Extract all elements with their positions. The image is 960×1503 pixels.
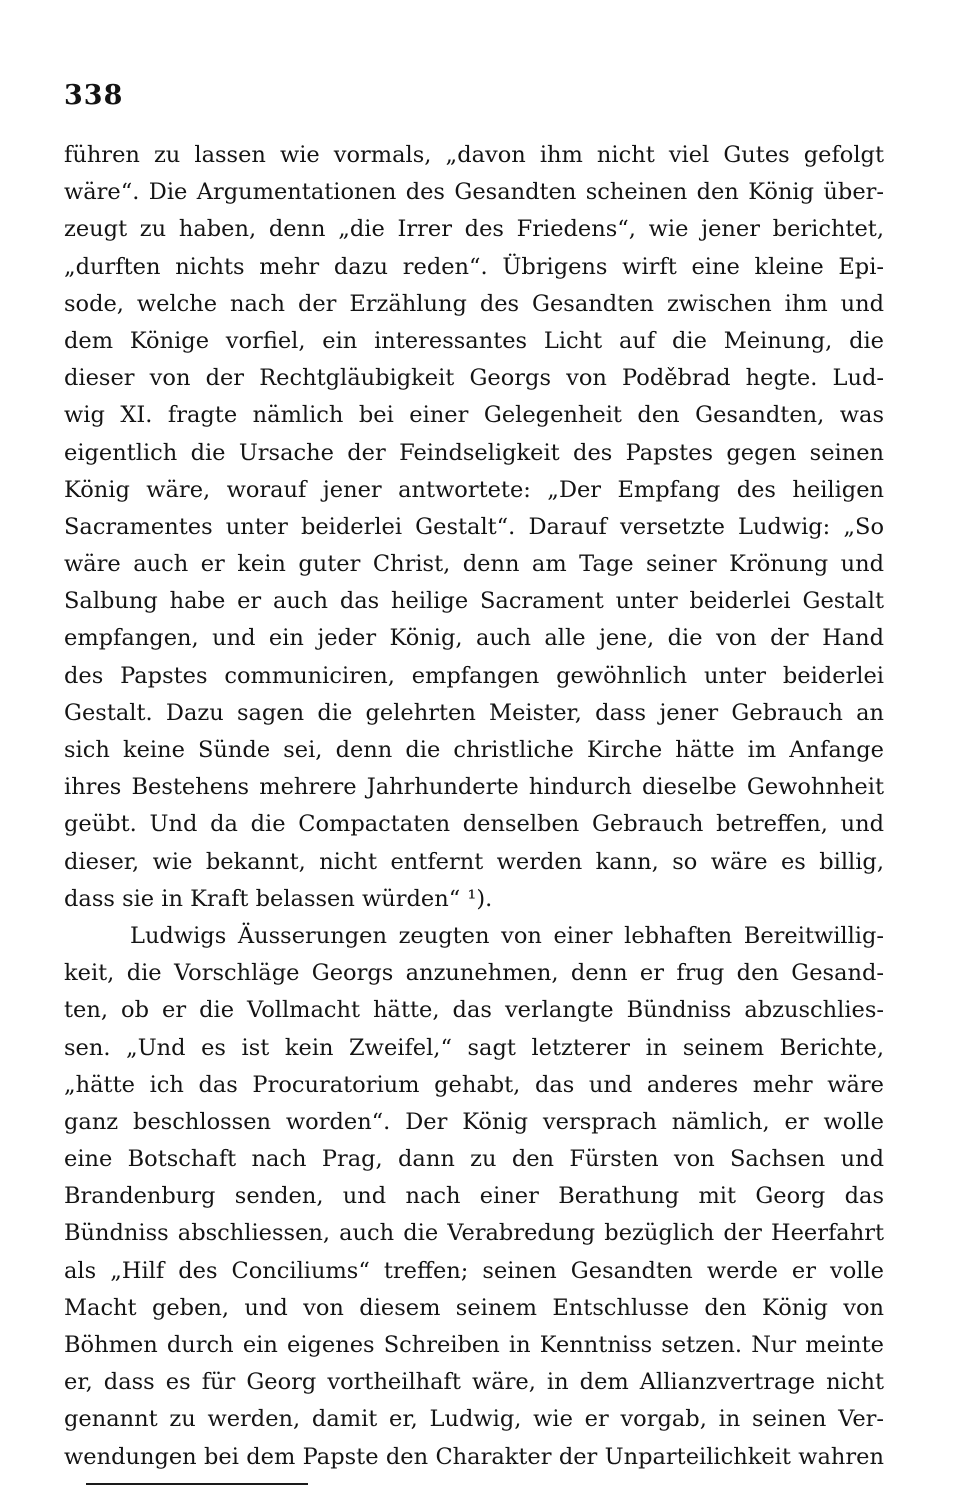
text-line: eigentlich die Ursache der Feindseligkeit des Papstes gegen seinen: [64, 439, 884, 466]
text-line: zeugt zu haben, denn „die Irrer des Friedens“, wie jener berichtet,: [64, 216, 884, 243]
text-line: wäre“. Die Argumentationen des Gesandten scheinen den König über-: [64, 179, 884, 206]
text-line: als „Hilf des Conciliums“ treffen; seinen Gesandten werde er volle: [64, 1257, 884, 1284]
text-line: dem Könige vorfiel, ein interessantes Licht auf die Meinung, die: [64, 327, 884, 354]
footnote-rule: [86, 1483, 308, 1485]
text-line: König wäre, worauf jener antwortete: „Der Empfang des heiligen: [64, 476, 884, 503]
text-line: Bündniss abschliessen, auch die Verabredung bezüglich der Heerfahrt: [64, 1220, 884, 1247]
text-line: genannt zu werden, damit er, Ludwig, wie er vorgab, in seinen Ver-: [64, 1406, 884, 1433]
text-line: dieser, wie bekannt, nicht entfernt werden kann, so wäre es billig,: [64, 848, 884, 875]
text-line: eine Botschaft nach Prag, dann zu den Fürsten von Sachsen und: [64, 1146, 884, 1173]
text-line: sen. „Und es ist kein Zweifel,“ sagt letzterer in seinem Berichte,: [64, 1034, 884, 1061]
text-line: ganz beschlossen worden“. Der König versprach nämlich, er wolle: [64, 1108, 884, 1135]
text-line: sich keine Sünde sei, denn die christliche Kirche hätte im Anfange: [64, 737, 884, 763]
text-line: Salbung habe er auch das heilige Sacrament unter beiderlei Gestalt: [64, 588, 884, 615]
text-line: führen zu lassen wie vormals, „davon ihm nicht viel Gutes gefolgt: [64, 142, 884, 168]
text-line: dass sie in Kraft belassen würden“ ¹).: [64, 885, 493, 912]
text-line: ihres Bestehens mehrere Jahrhunderte hindurch dieselbe Gewohnheit: [64, 774, 884, 801]
text-line: wendungen bei dem Papste den Charakter der Unparteilichkeit wahren: [64, 1443, 884, 1470]
text-line: „hätte ich das Procuratorium gehabt, das und anderes mehr wäre: [64, 1071, 884, 1098]
text-line: empfangen, und ein jeder König, auch alle jene, die von der Hand: [64, 625, 884, 652]
text-line: er, dass es für Georg vortheilhaft wäre, in dem Allianzvertrage nicht: [64, 1369, 884, 1396]
text-line: wig XI. fragte nämlich bei einer Gelegenheit den Gesandten, was: [64, 402, 884, 429]
text-line: geübt. Und da die Compactaten denselben Gebrauch betreffen, und: [64, 811, 884, 838]
text-line: Macht geben, und von diesem seinem Entschlusse den König von: [64, 1294, 884, 1321]
page-number: 338: [64, 80, 124, 111]
text-line: ten, ob er die Vollmacht hätte, das verlangte Bündniss abzuschlies-: [64, 997, 884, 1024]
text-line: wäre auch er kein guter Christ, denn am Tage seiner Krönung und: [64, 551, 884, 578]
text-line: des Papstes communiciren, empfangen gewöhnlich unter beiderlei: [64, 662, 884, 689]
text-line: Sacramentes unter beiderlei Gestalt“. Darauf versetzte Ludwig: „So: [64, 513, 884, 540]
text-line: Ludwigs Äusserungen zeugten von einer lebhaften Bereitwillig-: [130, 922, 884, 949]
text-line: keit, die Vorschläge Georgs anzunehmen, denn er frug den Gesand-: [64, 960, 884, 987]
text-line: Gestalt. Dazu sagen die gelehrten Meister, dass jener Gebrauch an: [64, 699, 884, 726]
text-line: Brandenburg senden, und nach einer Berathung mit Georg das: [64, 1183, 884, 1210]
text-line: Böhmen durch ein eigenes Schreiben in Kenntniss setzen. Nur meinte: [64, 1332, 884, 1358]
text-line: dieser von der Rechtgläubigkeit Georgs von Poděbrad hegte. Lud-: [64, 365, 884, 392]
text-line: sode, welche nach der Erzählung des Gesandten zwischen ihm und: [64, 290, 884, 317]
body-text: [64, 137, 884, 1476]
text-line: „durften nichts mehr dazu reden“. Übrigens wirft eine kleine Epi-: [64, 253, 884, 280]
